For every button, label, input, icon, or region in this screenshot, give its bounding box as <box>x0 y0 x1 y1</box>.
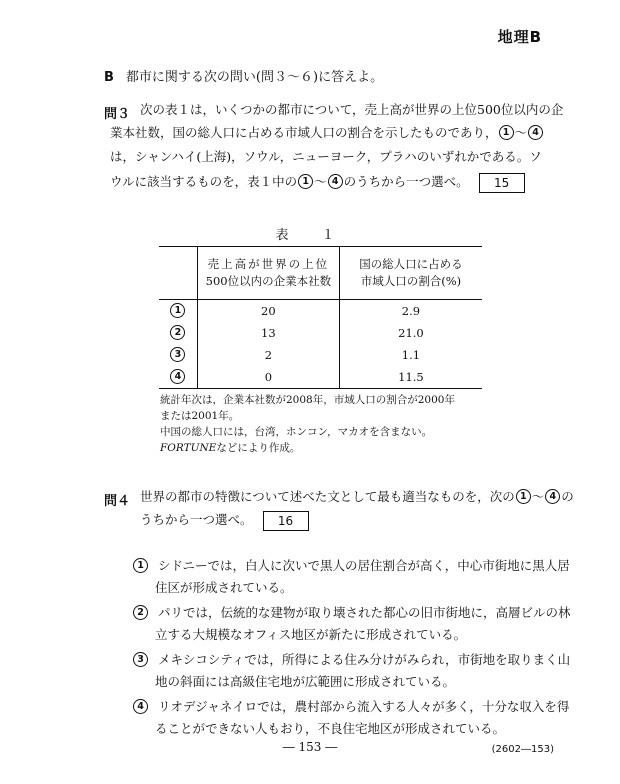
circled-number-1: 1 <box>516 489 531 504</box>
option-4-cont: ることができない人もおり，不良住宅地区が形成されている。 <box>155 721 506 736</box>
circled-number-1: 1 <box>298 174 313 189</box>
cell-ratio: 11.5 <box>398 370 424 384</box>
circled-number-3: 3 <box>170 347 185 362</box>
source-rest: などにより作成。 <box>216 442 301 454</box>
cell-ratio: 2.9 <box>401 304 421 318</box>
header-ratio-line1: 国の総人口に占める <box>359 257 463 271</box>
cell-companies: 2 <box>197 344 339 366</box>
note-line: 統計年次は，企業本社数が2008年，市域人口の割合が2000年 <box>160 394 455 406</box>
q4-line2-text: うちから一つ選べ。 <box>140 512 253 527</box>
option-1-cont: 住区が形成されている。 <box>155 580 293 595</box>
q3-line1: 次の表１は，いくつかの都市について，売上高が世界の上位500位以内の企 <box>140 102 564 117</box>
circled-number-4: 4 <box>133 699 148 714</box>
page-code: (2602―153) <box>491 744 554 755</box>
table-row <box>159 344 482 366</box>
option-3-cont: 地の斜面には高級住宅地が広範囲に形成されている。 <box>155 674 456 689</box>
q3-line2 <box>110 123 544 143</box>
option-text: メキシコシティでは，所得による住み分けがみられ，市街地を取りまく山 <box>158 652 571 667</box>
circled-number-4: 4 <box>528 125 543 140</box>
header-companies-line1: 売上高が世界の上位 <box>207 257 330 271</box>
circled-number-2: 2 <box>170 325 185 340</box>
q4-line1-tail: の <box>561 489 574 504</box>
q4-line2 <box>140 510 309 531</box>
subject-header: 地理B <box>497 28 542 46</box>
table-header-companies <box>197 247 339 300</box>
table-caption: 表 １ <box>275 228 345 243</box>
q4-label: 問４ <box>104 494 131 509</box>
option-3[interactable] <box>132 650 570 670</box>
q3-line4 <box>110 172 525 193</box>
header-ratio-line2: 市域人口の割合(%) <box>360 274 462 288</box>
table-row <box>159 300 482 323</box>
q4-range-tilde: ～ <box>531 489 545 504</box>
q3-range-tilde: ～ <box>314 174 327 189</box>
circled-number-1: 1 <box>499 125 514 140</box>
cell-companies: 0 <box>197 366 339 389</box>
q3-line2-text: 業本社数，国の総人口に占める市域人口の割合を示したものであり， <box>110 125 498 140</box>
circled-number-1: 1 <box>133 558 148 573</box>
section-heading <box>104 66 383 85</box>
table-notes <box>160 392 455 456</box>
circled-number-4: 4 <box>170 369 185 384</box>
table-header-row <box>159 247 482 300</box>
q3-label: 問３ <box>104 107 131 122</box>
circled-number-2: 2 <box>133 605 148 620</box>
source-name: FORTUNE <box>160 442 217 454</box>
circled-number-3: 3 <box>133 652 148 667</box>
answer-box-15[interactable]: 15 <box>479 173 525 193</box>
table-row <box>159 366 482 389</box>
header-companies-line2: 500位以内の企業本社数 <box>205 274 332 288</box>
section-label: B <box>104 70 114 85</box>
option-text: シドニーでは，白人に次いで黒人の居住割合が高く，中心市街地に黒人居 <box>158 558 570 573</box>
q4-line1-text: 世界の都市の特徴について述べた文として最も適当なものを，次の <box>140 489 515 504</box>
circled-number-4: 4 <box>545 489 560 504</box>
option-2-cont: 立する大規模なオフィス地区が新たに形成されている。 <box>155 627 467 642</box>
option-1[interactable] <box>132 556 570 576</box>
note-line: または2001年。 <box>160 410 240 422</box>
data-table <box>159 246 482 389</box>
option-2[interactable] <box>132 603 571 623</box>
cell-companies: 20 <box>197 300 339 323</box>
cell-ratio: 21.0 <box>398 326 424 340</box>
q3-line4-tail: のうちから一つ選べ。 <box>343 174 469 189</box>
q3-line3: は，シャンハイ(上海)，ソウル，ニューヨーク，プラハのいずれかである。ソ <box>110 149 542 164</box>
cell-companies: 13 <box>197 322 339 344</box>
table-header-blank <box>159 247 197 300</box>
q3-line4-text: ウルに該当するものを，表１中の <box>110 174 298 189</box>
table-row <box>159 322 482 344</box>
circled-number-1: 1 <box>170 303 185 318</box>
option-text: リオデジャネイロでは，農村部から流入する人々が多く，十分な収入を得 <box>158 699 570 714</box>
answer-box-16[interactable]: 16 <box>263 511 309 531</box>
q4-line1 <box>140 487 574 507</box>
page-number: ― 153 ― <box>282 740 338 754</box>
section-text: 都市に関する次の問い(問３～６)に答えよ。 <box>125 70 384 85</box>
q3-range-tilde: ～ <box>514 125 528 140</box>
note-source <box>160 440 455 456</box>
option-4[interactable] <box>132 697 569 717</box>
table-header-ratio <box>339 247 482 300</box>
circled-number-4: 4 <box>328 174 343 189</box>
cell-ratio: 1.1 <box>401 348 421 362</box>
option-text: パリでは，伝統的な建物が取り壊された都心の旧市街地に，高層ビルの林 <box>158 605 571 620</box>
note-line: 中国の総人口には，台湾，ホンコン，マカオを含まない。 <box>160 426 433 438</box>
